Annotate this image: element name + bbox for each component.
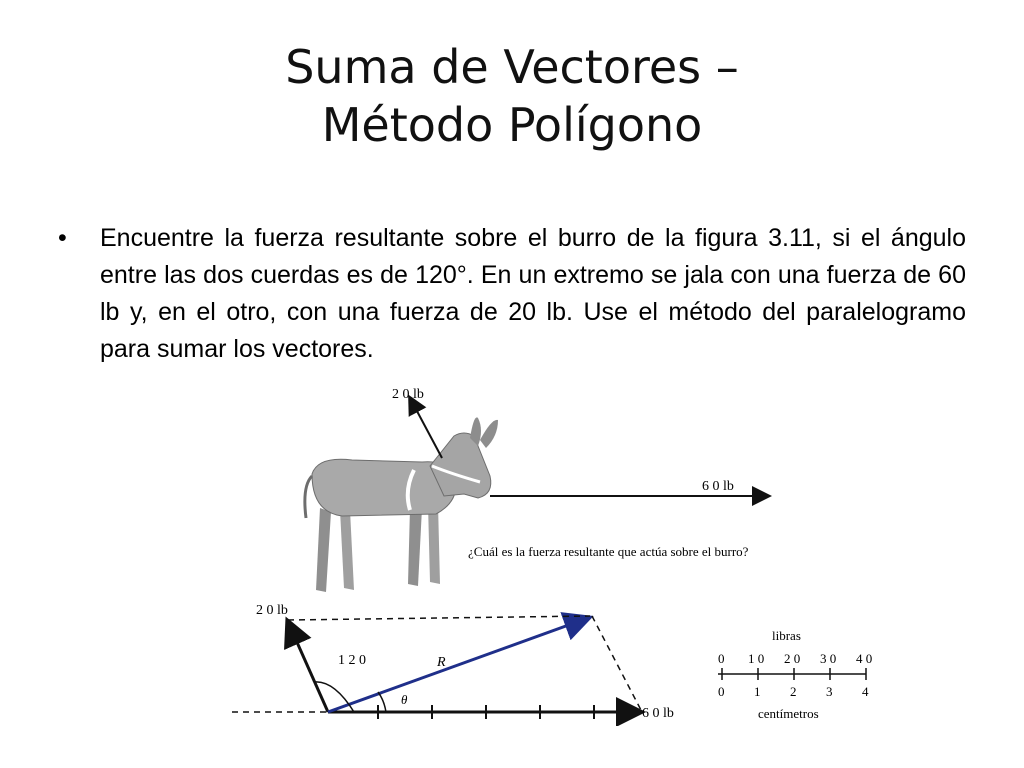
theta-label: θ: [401, 692, 408, 707]
label-20lb-top: 2 0 lb: [392, 387, 424, 402]
scale-top-tick-0: 0: [718, 651, 725, 666]
donkey-illustration: [305, 417, 498, 592]
scale-bottom-tick-4: 4: [862, 684, 869, 699]
vector-20lb: [288, 622, 328, 712]
label-60lb-top: 6 0 lb: [702, 479, 734, 494]
slide-title: [0, 38, 1024, 154]
figure-question: ¿Cuál es la fuerza resultante que actúa sobre el burro?: [468, 544, 749, 559]
resultant-label: R: [437, 655, 446, 670]
problem-text: Encuentre la fuerza resultante sobre el burro de la figura 3.11, si el ángulo entre las dos cuerdas es de 120°. En un extremo se jala con una fuerza de 60 lb y, en el otro, con una fuerza de 20 lb. Use el método del paralelogramo para sumar los vectores.: [100, 224, 966, 363]
scale-top-tick-40: 4 0: [856, 651, 873, 666]
scale-bottom-tick-0: 0: [718, 684, 725, 699]
theta-arc: [378, 692, 386, 712]
title-line-2: Método Polígono: [321, 98, 703, 152]
scale-bottom-tick-1: 1: [754, 684, 761, 699]
scale-top-tick-10: 1 0: [748, 651, 765, 666]
scale-top-tick-20: 2 0: [784, 651, 801, 666]
scale-bottom-tick-3: 3: [826, 684, 833, 699]
scale-bottom-tick-2: 2: [790, 684, 797, 699]
scale-title: libras: [772, 628, 801, 643]
angle-120-label: 1 2 0: [338, 653, 366, 668]
label-60lb-bottom: 6 0 lb: [642, 706, 674, 721]
figure-svg: [232, 378, 892, 726]
label-20lb-bottom: 2 0 lb: [256, 603, 288, 618]
scale-top-tick-30: 3 0: [820, 651, 837, 666]
scale-unit: centímetros: [758, 706, 819, 721]
bullet-marker: •: [58, 224, 67, 252]
rope-20lb-arrow: [410, 398, 442, 458]
resultant-vector: [328, 618, 588, 712]
title-line-1: Suma de Vectores –: [285, 40, 739, 94]
donkey-figure: [232, 378, 892, 726]
scale-bar: [718, 668, 866, 680]
